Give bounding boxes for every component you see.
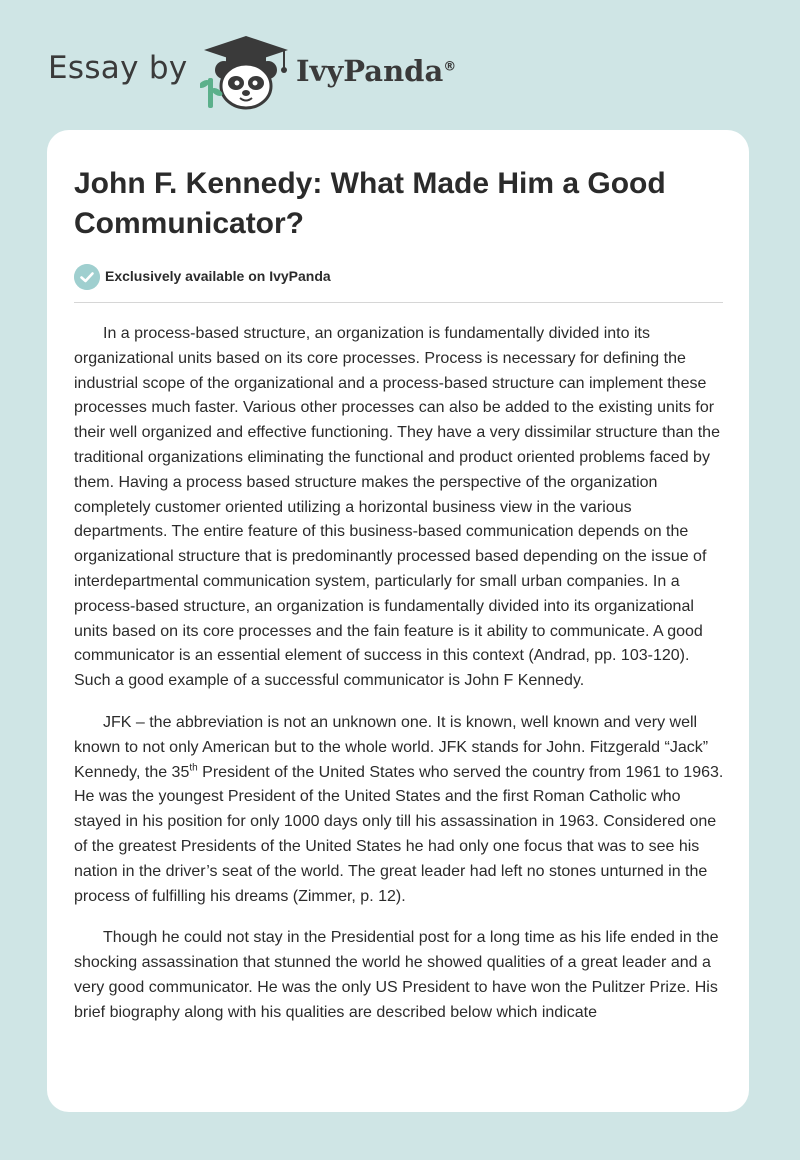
paragraph-3: Though he could not stay in the Presidential post for a long time as his life ended in the shocking assassination that stunned the world he showed qualities of a great leader and a very good communicator. He was the only US President to have won the Pulitzer Prize. His brief biography along with his qualities are described below which indicate xyxy=(74,929,719,1021)
brand-prefix: Essay by xyxy=(48,50,188,86)
essay-body xyxy=(74,322,724,1043)
ordinal-suffix: th xyxy=(189,762,198,774)
check-icon xyxy=(74,264,100,290)
paragraph-1: In a process-based structure, an organization is fundamentally divided into its organizational units based on its core processes. Process is necessary for defining the industrial scope of the organizational and a process-based structure can implement these processes much faster. Various other processes can also be added to the existing units for their well organized and effective functioning. They have a very dissimilar structure than the traditional organizations eliminating the functional and product oriented problems faced by them. Having a process based structure makes the perspective of the organization completely customer oriented utilizing a horizontal business view in the various departments. The entire feature of this business-based communication depends on the organizational structure that is predominantly processed based depending on the issue of interdepartmental communication system, particularly for small urban companies. In a process-based structure, an organization is fundamentally divided into its organizational units based on its core processes and the fain feature is it ability to communicate. A good communicator is an essential element of success in this context (Andrad, pp. 103-120). Such a good example of a successful communicator is John F Kennedy. xyxy=(74,325,720,690)
brand-name[interactable]: IvyPanda® xyxy=(296,54,457,88)
divider xyxy=(74,302,723,303)
essay-card xyxy=(47,130,749,1112)
badge-text: Exclusively available on IvyPanda xyxy=(105,268,331,284)
panda-logo-icon[interactable] xyxy=(200,34,292,112)
paragraph-2: JFK – the abbreviation is not an unknown one. It is known, well known and very well known to not only American but to the whole world. JFK stands for John. Fitzgerald “Jack” Kennedy, the 35th President of the United States who served the country from 1961 to 1963. He was the youngest President of the United States and the first Roman Catholic who stayed in his position for only 1000 days only till his assassination in 1963. Considered one of the greatest Presidents of the United States he had only one focus that was to see his nation in the driver’s seat of the world. The great leader had left no stones unturned in the process of fulfilling his dreams (Zimmer, p. 12). xyxy=(74,713,724,905)
essay-title: John F. Kennedy: What Made Him a Good Communicator? xyxy=(74,167,666,240)
site-header xyxy=(0,0,800,128)
